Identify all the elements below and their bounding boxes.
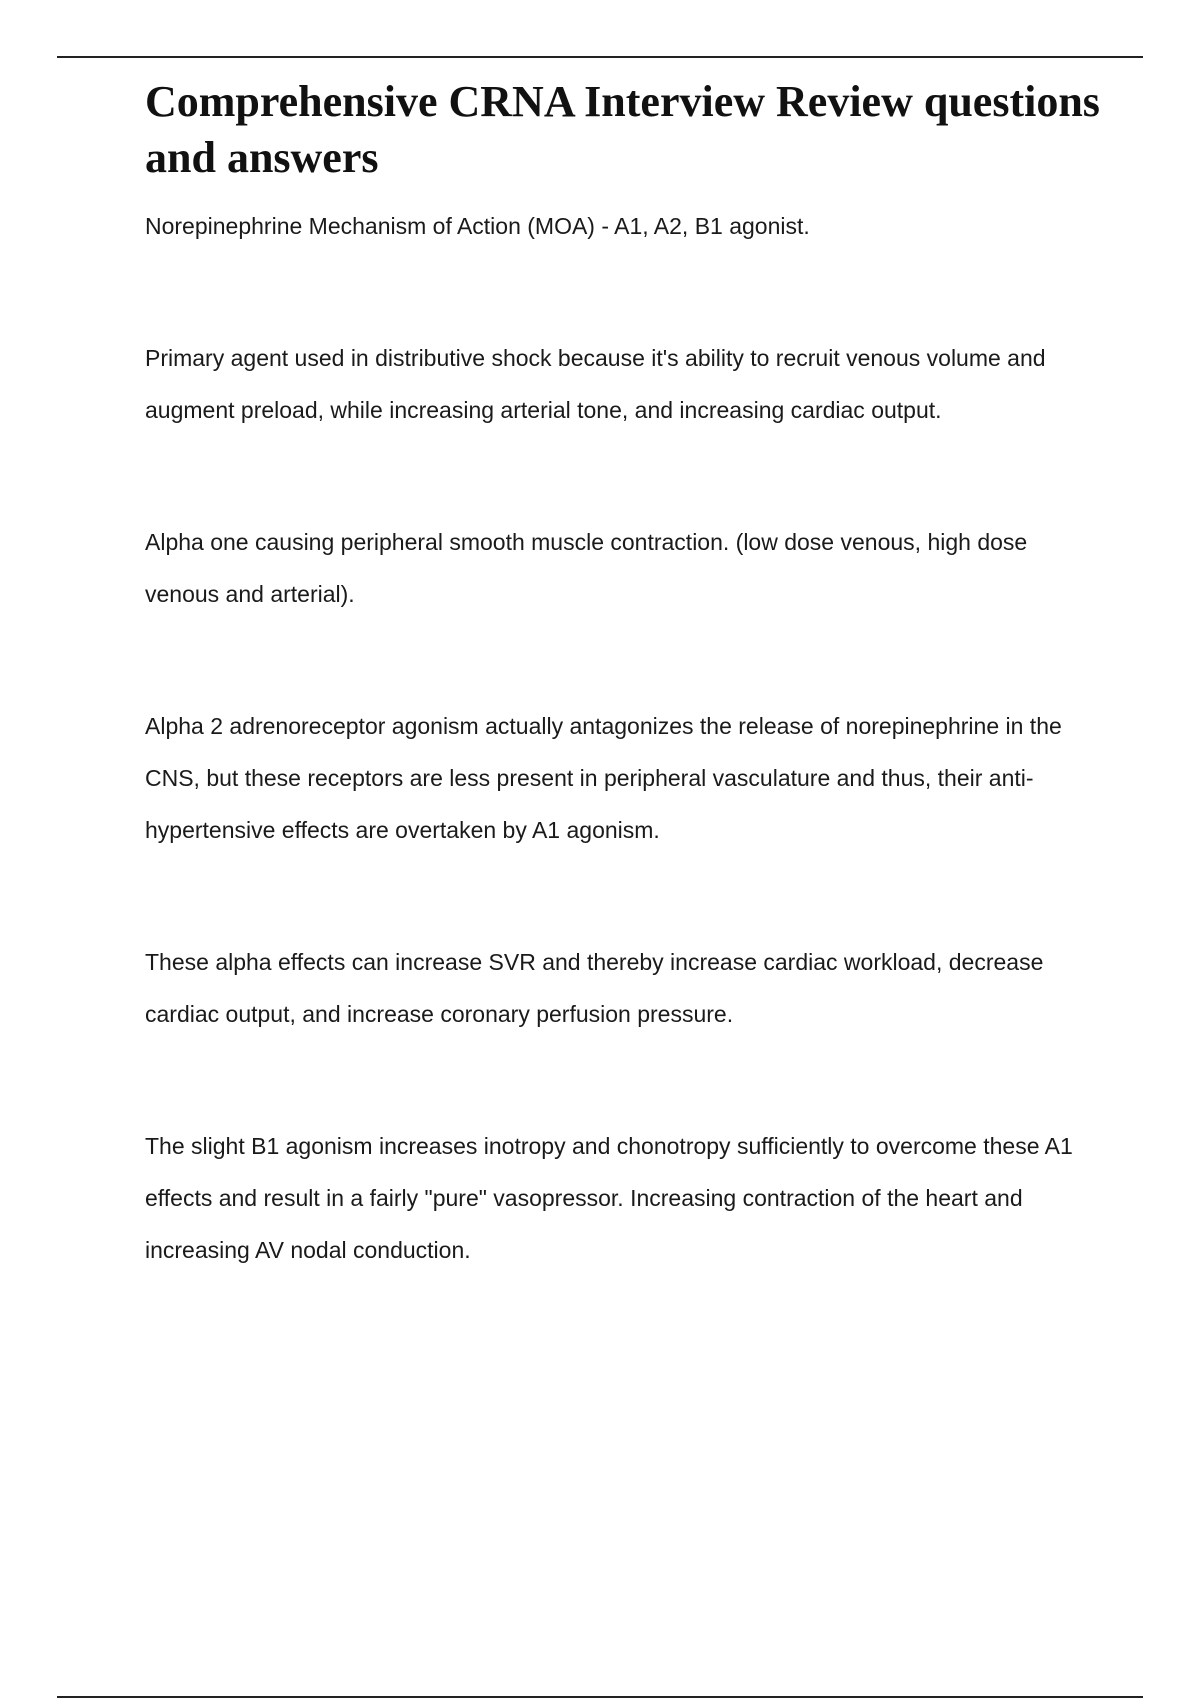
document-body	[145, 74, 1105, 1276]
answer-paragraph-1: Primary agent used in distributive shock because it's ability to recruit venous volume and augment preload, while increasing arterial tone, and increasing cardiac output.	[145, 345, 1046, 423]
document-title: Comprehensive CRNA Interview Review questions and answers	[145, 77, 1100, 182]
top-divider	[57, 56, 1143, 58]
answer-paragraph-4: These alpha effects can increase SVR and thereby increase cardiac workload, decrease cardiac output, and increase coronary perfusion pressure.	[145, 949, 1044, 1027]
bottom-divider	[57, 1696, 1143, 1698]
answer-paragraph-2: Alpha one causing peripheral smooth muscle contraction. (low dose venous, high dose venous and arterial).	[145, 529, 1028, 607]
answer-paragraph-5: The slight B1 agonism increases inotropy and chonotropy sufficiently to overcome these A1 effects and result in a fairly "pure" vasopressor. Increasing contraction of the heart and increasing AV nodal conduction.	[145, 1133, 1073, 1263]
question-heading: Norepinephrine Mechanism of Action (MOA) - A1, A2, B1 agonist.	[145, 213, 810, 239]
answer-paragraph-3: Alpha 2 adrenoreceptor agonism actually antagonizes the release of norepinephrine in the CNS, but these receptors are less present in peripheral vasculature and thus, their anti-hypertensive effects are overtaken by A1 agonism.	[145, 713, 1062, 843]
